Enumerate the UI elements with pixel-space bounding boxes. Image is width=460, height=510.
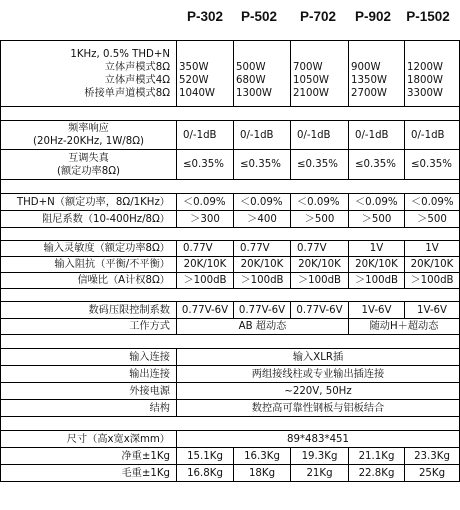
sensitivity-value: 0.77V [177,241,234,257]
model-header: P-1502 [406,9,450,24]
thd-value: ＜0.09% [405,194,460,211]
damping-row [1,211,460,228]
size-label: 尺寸（高x宽x深mm） [1,431,177,448]
power-cell [234,41,291,107]
snr-label: 信噪比（A计权8Ω） [1,273,177,289]
spacer-row [1,228,460,241]
imd-value: ≤0.35% [405,150,460,180]
snr-row [1,273,460,289]
power-value: 3300W [407,87,443,99]
spacer-row [1,417,460,431]
power-value: 1200W [407,61,443,73]
mode-row [1,319,460,335]
impedance-label: 输入阻抗（平衡/不平衡） [1,257,177,273]
freq-response-row [1,121,460,150]
impedance-value: 20K/10K [349,257,405,273]
snr-value: ＞100dB [177,273,234,289]
damping-value: ＞400 [234,211,291,228]
bridge8-label: 桥接单声道模式8Ω [84,87,170,99]
gross-weight-value: 18Kg [234,465,291,482]
power-supply-label: 外接电源 [1,383,177,400]
power-cell [349,41,405,107]
damping-value: ＞500 [349,211,405,228]
thd-value: ＜0.09% [177,194,234,211]
power-value: 350W [179,61,209,73]
thd-value: ＜0.09% [349,194,405,211]
snr-value: ＞100dB [349,273,405,289]
input-conn-label: 输入连接 [1,349,177,366]
power-value: 1300W [236,87,272,99]
net-weight-value: 19.3Kg [291,448,349,465]
model-header: P-502 [240,9,278,24]
spec-table [0,40,460,482]
power-header-label: 1KHz, 0.5% THD+N [70,48,170,60]
output-conn-label: 输出连接 [1,366,177,383]
power-row [1,41,460,107]
sensitivity-label: 输入灵敏度（额定功率8Ω） [1,241,177,257]
limiter-value: 1V-6V [349,302,405,319]
power-value: 700W [293,61,323,73]
impedance-value: 20K/10K [177,257,234,273]
power-cell [405,41,460,107]
stereo8-label: 立体声模式8Ω [104,61,170,73]
power-value: 2100W [293,87,329,99]
freq-response-label: 频率响应 (20Hz-20KHz, 1W/8Ω) [1,121,177,150]
snr-value: ＞100dB [291,273,349,289]
spacer-row [1,335,460,349]
power-value: 500W [236,61,266,73]
snr-value: ＞100dB [405,273,460,289]
mode-label: 工作方式 [1,319,177,335]
power-supply-row [1,383,460,400]
thd-value: ＜0.09% [234,194,291,211]
freq-response-value: 0/-1dB [177,121,234,150]
net-weight-value: 21.1Kg [349,448,405,465]
impedance-value: 20K/10K [291,257,349,273]
sensitivity-row [1,241,460,257]
impedance-value: 20K/10K [405,257,460,273]
power-value: 1800W [407,74,443,86]
mode-ab-value: AB 超动态 [177,319,349,335]
power-supply-value: ~220V, 50Hz [177,383,460,400]
limiter-value: 0.77V-6V [291,302,349,319]
size-row [1,431,460,448]
stereo4-label: 立体声模式4Ω [104,74,170,86]
net-weight-row [1,448,460,465]
size-value: 89*483*451 [177,431,460,448]
spacer-row [1,180,460,194]
net-weight-value: 15.1Kg [177,448,234,465]
power-cell [291,41,349,107]
freq-response-value: 0/-1dB [291,121,349,150]
power-value: 1050W [293,74,329,86]
gross-weight-value: 25Kg [405,465,460,482]
gross-weight-row [1,465,460,482]
sensitivity-value: 1V [405,241,460,257]
imd-value: ≤0.35% [291,150,349,180]
structure-label: 结构 [1,400,177,417]
damping-value: ＞500 [405,211,460,228]
spacer-row [1,107,460,121]
structure-row [1,400,460,417]
thd-value: ＜0.09% [291,194,349,211]
model-header: P-702 [299,9,337,24]
limiter-row [1,302,460,319]
limiter-value: 0.77V-6V [234,302,291,319]
limiter-label: 数码压限控制系数 [1,302,177,319]
gross-weight-label: 毛重±1Kg [1,465,177,482]
model-header: P-902 [354,9,392,24]
net-weight-value: 16.3Kg [234,448,291,465]
snr-value: ＞100dB [234,273,291,289]
thd-label: THD+N（额定功率，8Ω/1KHz） [1,194,177,211]
net-weight-label: 净重±1Kg [1,448,177,465]
power-value: 680W [236,74,266,86]
imd-value: ≤0.35% [234,150,291,180]
freq-response-value: 0/-1dB [405,121,460,150]
structure-value: 数控高可靠性钢板与铝板结合 [177,400,460,417]
power-value: 2700W [351,87,387,99]
limiter-value: 0.77V-6V [177,302,234,319]
freq-response-value: 0/-1dB [349,121,405,150]
output-conn-row [1,366,460,383]
damping-value: ＞300 [177,211,234,228]
output-conn-value: 两组接线柱或专业输出插连接 [177,366,460,383]
power-label-cell [1,41,177,107]
sensitivity-value: 0.77V [234,241,291,257]
model-header: P-302 [186,9,224,24]
input-conn-row [1,349,460,366]
imd-value: ≤0.35% [177,150,234,180]
sensitivity-value: 0.77V [291,241,349,257]
gross-weight-value: 22.8Kg [349,465,405,482]
sensitivity-value: 1V [349,241,405,257]
imd-value: ≤0.35% [349,150,405,180]
limiter-value: 1V-6V [405,302,460,319]
gross-weight-value: 21Kg [291,465,349,482]
power-value: 520W [179,74,209,86]
thd-row [1,194,460,211]
power-value: 1040W [179,87,215,99]
mode-h-value: 随动H＋超动态 [349,319,460,335]
model-header-row [0,0,460,40]
net-weight-value: 23.3Kg [405,448,460,465]
imd-label: 互调失真 (额定功率8Ω) [1,150,177,180]
power-cell [177,41,234,107]
impedance-value: 20K/10K [234,257,291,273]
freq-response-value: 0/-1dB [234,121,291,150]
gross-weight-value: 16.8Kg [177,465,234,482]
damping-label: 阻尼系数（10-400Hz/8Ω） [1,211,177,228]
spacer-row [1,289,460,302]
power-value: 1350W [351,74,387,86]
damping-value: ＞500 [291,211,349,228]
imd-row [1,150,460,180]
input-conn-value: 输入XLR插 [177,349,460,366]
impedance-row [1,257,460,273]
power-value: 900W [351,61,381,73]
